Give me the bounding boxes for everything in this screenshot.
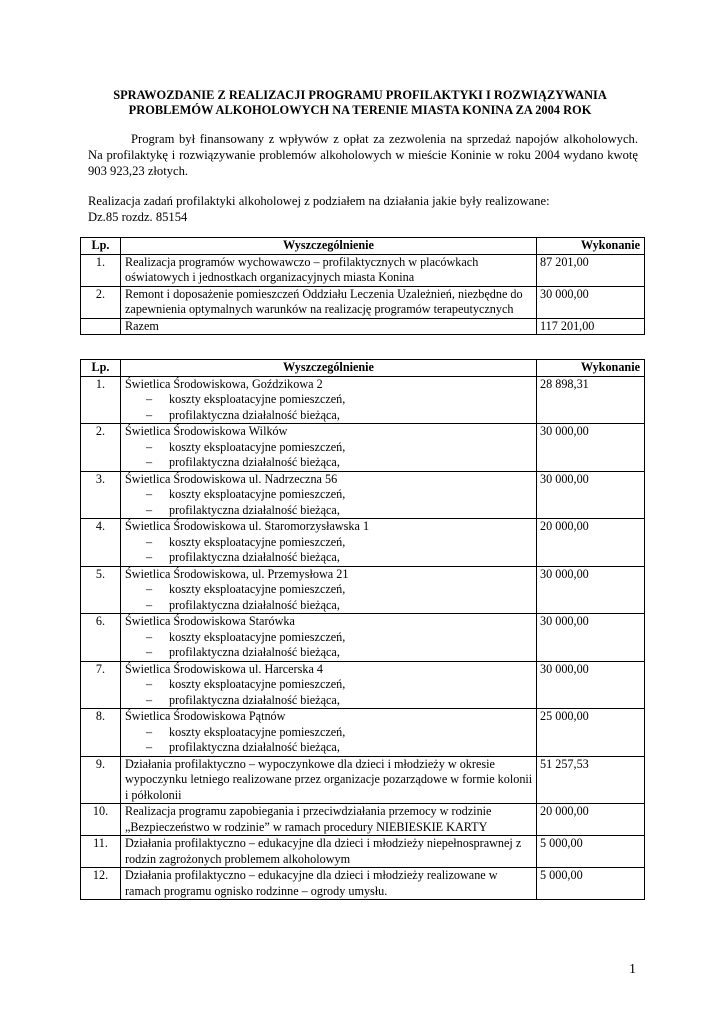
sub-item-list [125, 440, 533, 471]
sub-item-list [125, 630, 533, 661]
row-value: 20 000,00 [537, 519, 645, 567]
row-description: Świetlica Środowiskowa Starówka [125, 614, 295, 628]
table-header-row [81, 360, 645, 377]
sub-item-list [125, 582, 533, 613]
sub-item-list [125, 487, 533, 518]
table-row [81, 471, 645, 519]
header-lp: Lp. [81, 360, 121, 377]
row-value: 28 898,31 [537, 376, 645, 424]
row-description: Świetlica Środowiskowa ul. Nadrzeczna 56 [125, 471, 338, 486]
row-number: 1. [81, 376, 121, 424]
row-number: 2. [81, 424, 121, 472]
row-value: 5 000,00 [537, 836, 645, 868]
row-description: Razem [125, 318, 159, 333]
row-description: Realizacja programów wychowawczo – profilaktycznych w placówkach oświatowych i jednostkach organizacyjnych miasta Konina [125, 254, 479, 284]
sub-item: – koszty eksploatacyjne pomieszczeń, [125, 440, 533, 456]
row-description-cell [121, 318, 537, 335]
header-desc: Wyszczególnienie [121, 238, 537, 255]
sub-item-list [125, 392, 533, 423]
sub-item: – koszty eksploatacyjne pomieszczeń, [125, 630, 533, 646]
sub-item: – profilaktyczna działalność bieżąca, [125, 645, 533, 661]
table-row [81, 709, 645, 757]
row-number: 4. [81, 519, 121, 567]
table-header-row [81, 238, 645, 255]
table-row [81, 254, 645, 286]
row-value: 117 201,00 [537, 318, 645, 335]
header-lp: Lp. [81, 238, 121, 255]
table-row [81, 868, 645, 900]
row-description: Świetlica Środowiskowa ul. Staromorzysławska 1 [125, 519, 370, 533]
row-number: 7. [81, 661, 121, 709]
sub-item: – koszty eksploatacyjne pomieszczeń, [125, 535, 533, 551]
table-row [81, 661, 645, 709]
document-title-line-1: SPRAWOZDANIE Z REALIZACJI PROGRAMU PROFILAKTYKI I ROZWIĄZYWANIA [113, 88, 607, 102]
sub-item: – profilaktyczna działalność bieżąca, [125, 408, 533, 424]
row-number: 3. [81, 471, 121, 519]
sub-item-list [125, 725, 533, 756]
row-description-cell [121, 614, 537, 662]
sub-item: – profilaktyczna działalność bieżąca, [125, 455, 533, 471]
table-row [81, 804, 645, 836]
row-description: Świetlica Środowiskowa, ul. Przemysłowa 21 [125, 566, 349, 581]
sub-item: – koszty eksploatacyjne pomieszczeń, [125, 582, 533, 598]
row-value: 20 000,00 [537, 804, 645, 836]
row-description-cell [121, 804, 537, 836]
table-row [81, 519, 645, 567]
table-row [81, 566, 645, 614]
header-value: Wykonanie [537, 360, 645, 377]
row-number [81, 318, 121, 335]
row-number: 5. [81, 566, 121, 614]
row-description-cell [121, 286, 537, 318]
row-description-cell [121, 471, 537, 519]
page-number: 1 [629, 962, 636, 977]
sub-item: – profilaktyczna działalność bieżąca, [125, 740, 533, 756]
sub-item: – profilaktyczna działalność bieżąca, [125, 693, 533, 709]
row-number: 2. [81, 286, 121, 318]
row-description: Świetlica Środowiskowa ul. Harcerska 4 [125, 661, 323, 676]
realizacja-text: Realizacja zadań profilaktyki alkoholowej z podziałem na działania jakie były realizowane: [88, 194, 550, 208]
table-row [81, 756, 645, 804]
row-number: 9. [81, 756, 121, 804]
sub-item: – koszty eksploatacyjne pomieszczeń, [125, 677, 533, 693]
sub-item: – koszty eksploatacyjne pomieszczeń, [125, 725, 533, 741]
table-row [81, 424, 645, 472]
row-value: 30 000,00 [537, 614, 645, 662]
row-description-cell [121, 254, 537, 286]
header-value: Wykonanie [537, 238, 645, 255]
row-description-cell [121, 424, 537, 472]
document-title-line-2: PROBLEMÓW ALKOHOLOWYCH NA TERENIE MIASTA KONINA ZA 2004 ROK [128, 103, 592, 117]
summary-table-1 [80, 237, 645, 335]
row-description-cell [121, 868, 537, 900]
row-number: 1. [81, 254, 121, 286]
row-value: 30 000,00 [537, 424, 645, 472]
row-value: 30 000,00 [537, 471, 645, 519]
row-description-cell [121, 519, 537, 567]
row-value: 25 000,00 [537, 709, 645, 757]
sub-item: – koszty eksploatacyjne pomieszczeń, [125, 487, 533, 503]
row-description: Świetlica Środowiskowa Wilków [125, 424, 288, 438]
row-number: 10. [81, 804, 121, 836]
sub-item-list [125, 535, 533, 566]
row-number: 12. [81, 868, 121, 900]
table-row [81, 376, 645, 424]
table-row [81, 286, 645, 318]
sub-item-list [125, 677, 533, 708]
summary-table-2 [80, 359, 645, 900]
sub-item: – profilaktyczna działalność bieżąca, [125, 503, 533, 519]
header-desc: Wyszczególnienie [121, 360, 537, 377]
row-description: Świetlica Środowiskowa Pątnów [125, 709, 286, 723]
row-description-cell [121, 709, 537, 757]
row-value: 30 000,00 [537, 661, 645, 709]
intro-paragraph: Program był finansowany z wpływów z opłat za zezwolenia na sprzedaż napojów alkoholowych. Na profilaktykę i rozwiązywanie problemów alkoholowych w mieście Koninie w roku 2004 wydano kwotę 903 923,23 złotych. [88, 132, 638, 178]
row-description-cell [121, 836, 537, 868]
row-number: 11. [81, 836, 121, 868]
sub-item: – profilaktyczna działalność bieżąca, [125, 550, 533, 566]
row-description: Realizacja programu zapobiegania i przeciwdziałania przemocy w rodzinie „Bezpieczeństwo w rodzinie” w ramach procedury NIEBIESKIE KARTY [125, 804, 492, 834]
table-row [81, 614, 645, 662]
sub-item: – koszty eksploatacyjne pomieszczeń, [125, 392, 533, 408]
row-value: 30 000,00 [537, 566, 645, 614]
row-value: 5 000,00 [537, 868, 645, 900]
table-row [81, 318, 645, 335]
row-number: 6. [81, 614, 121, 662]
row-description-cell [121, 376, 537, 424]
row-value: 30 000,00 [537, 286, 645, 318]
row-description: Świetlica Środowiskowa, Goździkowa 2 [125, 376, 323, 391]
row-value: 87 201,00 [537, 254, 645, 286]
table-row [81, 836, 645, 868]
sub-item: – profilaktyczna działalność bieżąca, [125, 598, 533, 614]
row-value: 51 257,53 [537, 756, 645, 804]
row-description: Działania profilaktyczno – edukacyjne dla dzieci i młodzieży niepełnosprawnej z rodzin zagrożonych problemem alkoholowym [125, 836, 522, 866]
row-description: Remont i doposażenie pomieszczeń Oddziału Leczenia Uzależnień, niezbędne do zapewnienia optymalnych warunków na realizację programów terapeutycznych [125, 286, 523, 316]
row-description-cell [121, 661, 537, 709]
row-description: Działania profilaktyczno – edukacyjne dla dzieci i młodzieży realizowane w ramach programu ognisko rodzinne – ogrody umysłu. [125, 868, 498, 898]
row-description-cell [121, 756, 537, 804]
row-number: 8. [81, 709, 121, 757]
budget-section-code: Dz.85 rozdz. 85154 [88, 210, 188, 224]
row-description-cell [121, 566, 537, 614]
row-description: Działania profilaktyczno – wypoczynkowe dla dzieci i młodzieży w okresie wypoczynku letniego realizowane przez organizacje pozarządowe w formie kolonii i półkolonii [125, 756, 533, 802]
